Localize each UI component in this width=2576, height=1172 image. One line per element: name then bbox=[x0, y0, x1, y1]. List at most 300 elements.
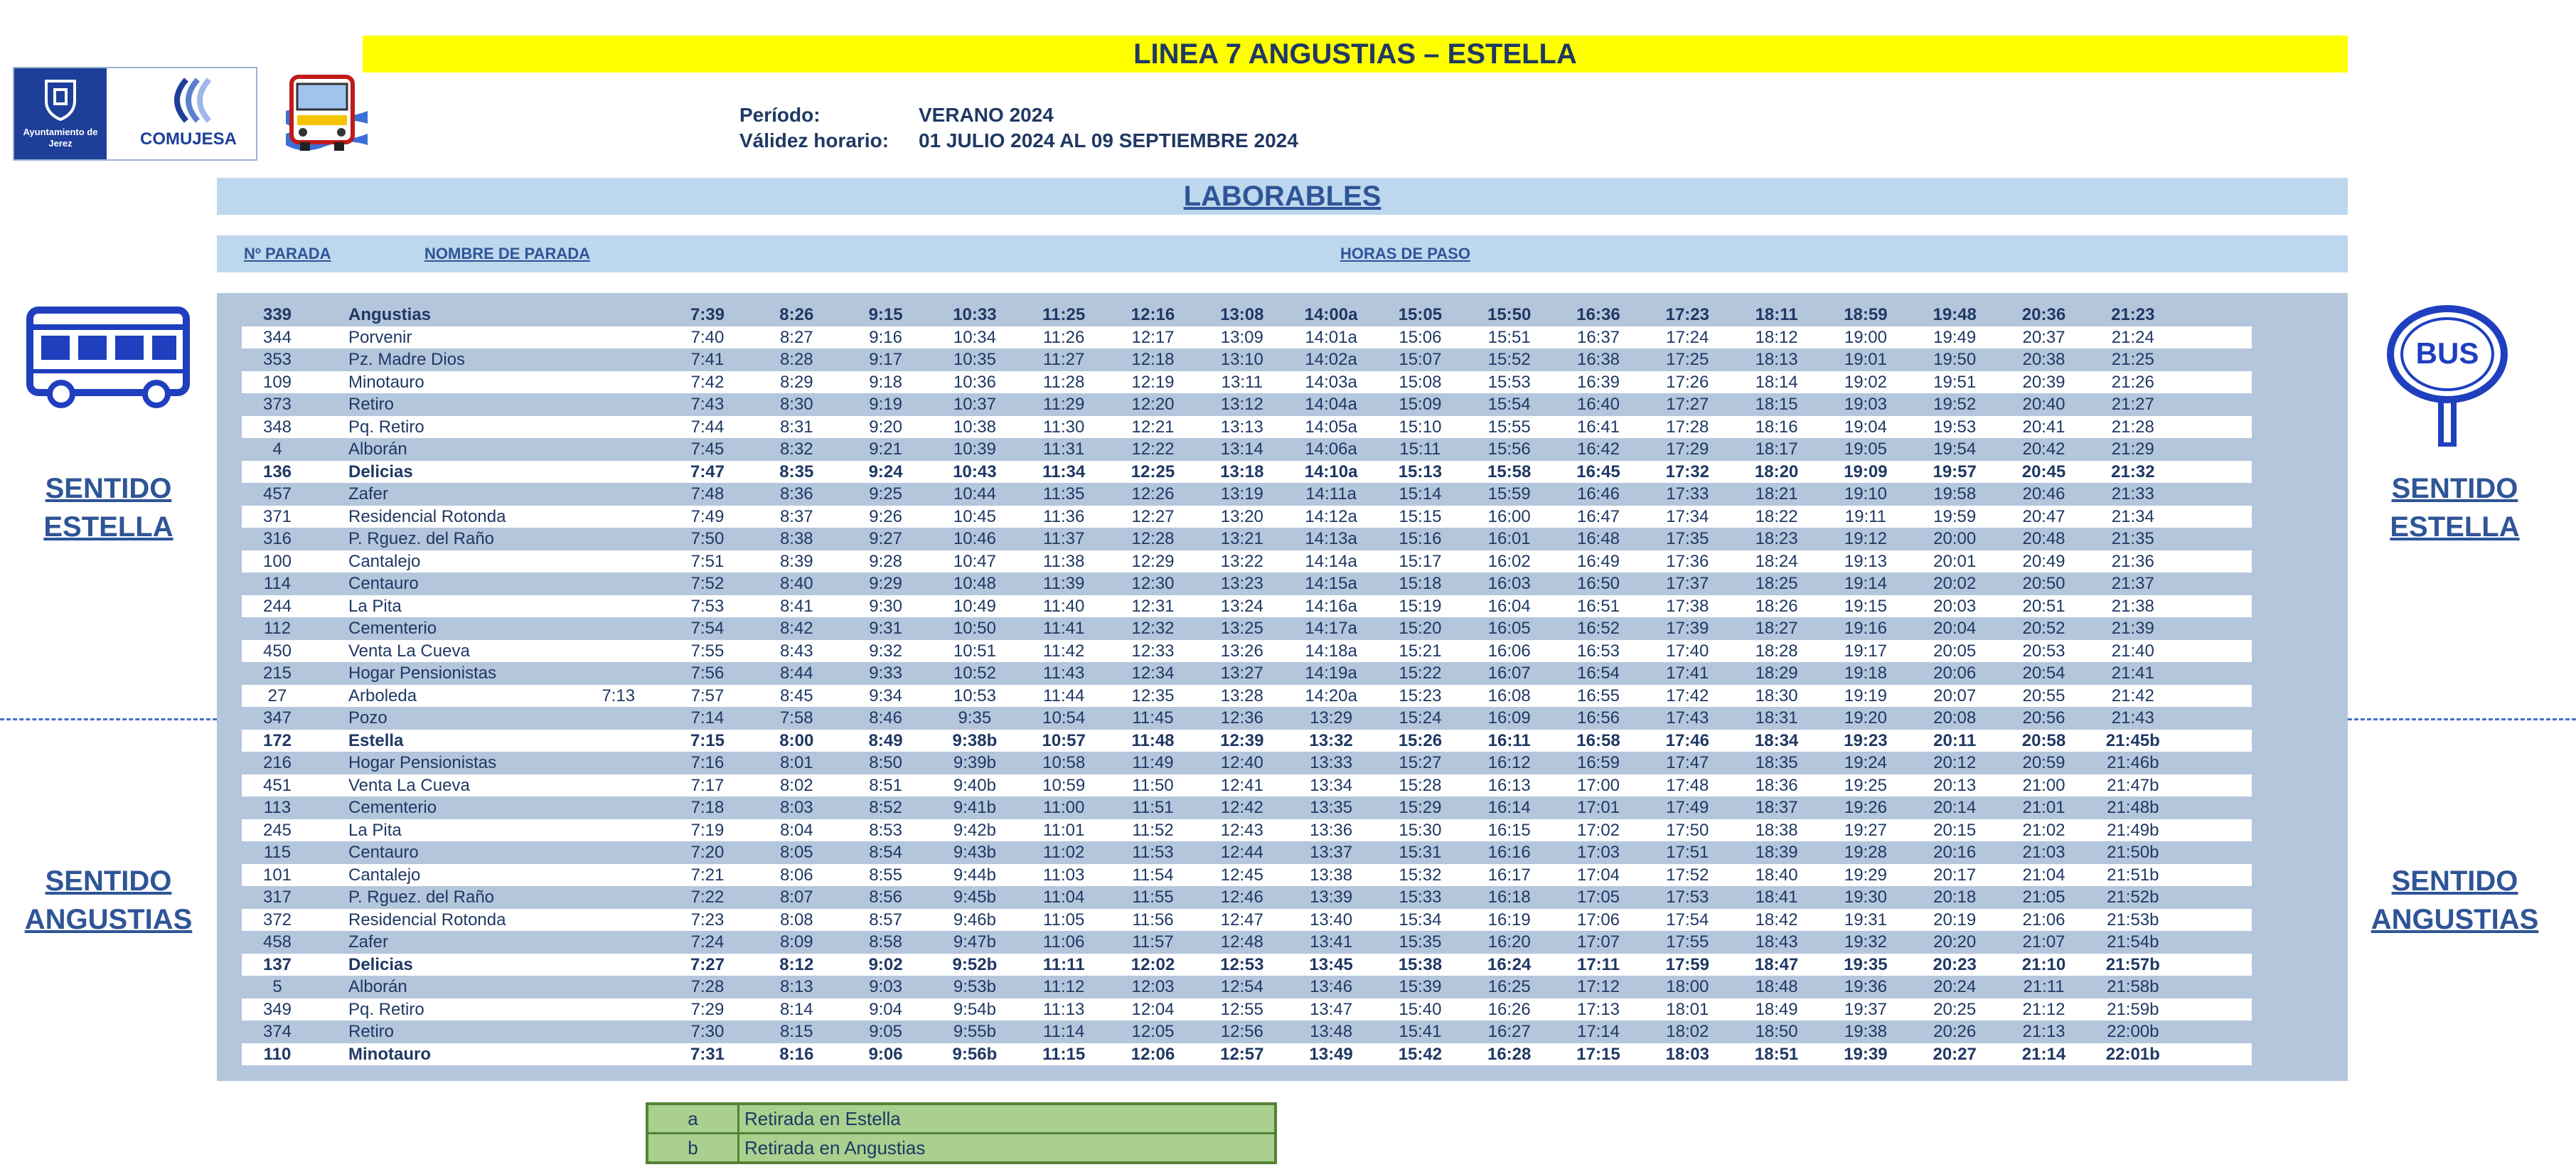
departure-time: 7:54 bbox=[690, 619, 725, 638]
departure-time: 20:02 bbox=[1933, 574, 1977, 593]
stop-number: 348 bbox=[262, 417, 292, 437]
stop-name: Residencial Rotonda bbox=[348, 910, 506, 929]
stop-name: Cantalejo bbox=[348, 551, 421, 571]
departure-time: 18:37 bbox=[1755, 798, 1798, 817]
stop-name: Zafer bbox=[348, 932, 389, 952]
stop-number: 450 bbox=[262, 641, 292, 661]
departure-time: 21:42 bbox=[2111, 686, 2154, 705]
departure-time: 7:42 bbox=[690, 372, 725, 392]
departure-time: 13:32 bbox=[1309, 730, 1353, 750]
stop-name: Venta La Cueva bbox=[348, 641, 470, 661]
departure-time: 19:09 bbox=[1844, 462, 1888, 481]
departure-time: 19:37 bbox=[1844, 999, 1887, 1019]
departure-time: 13:39 bbox=[1310, 888, 1353, 907]
sentido-angustias-label-right: SENTIDO ANGUSTIAS bbox=[2371, 865, 2539, 935]
stop-name: Cementerio bbox=[348, 798, 437, 817]
departure-time: 8:07 bbox=[779, 888, 813, 907]
departure-time: 9:45b bbox=[953, 888, 996, 907]
departure-time: 8:14 bbox=[779, 999, 813, 1019]
departure-time: 9:17 bbox=[869, 350, 902, 369]
departure-time: 17:42 bbox=[1666, 686, 1709, 705]
stop-name: Zafer bbox=[348, 484, 389, 504]
departure-time: 11:37 bbox=[1043, 529, 1085, 548]
table-row bbox=[242, 416, 2252, 439]
departure-time: 11:40 bbox=[1043, 596, 1085, 616]
departure-time: 11:30 bbox=[1043, 417, 1085, 437]
departure-time: 17:50 bbox=[1666, 820, 1709, 840]
departure-time: 12:03 bbox=[1131, 977, 1175, 996]
departure-time: 15:50 bbox=[1487, 305, 1532, 324]
departure-time: 11:35 bbox=[1043, 484, 1085, 504]
departure-time: 7:53 bbox=[690, 596, 725, 616]
departure-time: 13:41 bbox=[1310, 932, 1353, 952]
departure-time: 7:57 bbox=[690, 686, 725, 705]
departure-time: 11:38 bbox=[1043, 551, 1085, 571]
departure-time: 19:35 bbox=[1844, 954, 1888, 974]
departure-time: 9:47b bbox=[953, 932, 996, 952]
stop-number: 137 bbox=[262, 954, 292, 974]
stop-name: Porvenir bbox=[348, 327, 412, 347]
departure-time: 11:02 bbox=[1043, 843, 1085, 862]
departure-time: 8:15 bbox=[779, 1022, 813, 1041]
departure-time: 15:11 bbox=[1399, 440, 1441, 459]
departure-time: 20:08 bbox=[1933, 708, 1977, 728]
departure-time: 16:53 bbox=[1576, 641, 1620, 661]
departure-time: 7:17 bbox=[690, 775, 725, 795]
departure-time: 8:30 bbox=[779, 395, 813, 414]
stop-name: Venta La Cueva bbox=[348, 775, 470, 795]
departure-time: 8:50 bbox=[869, 753, 902, 772]
departure-time: 20:27 bbox=[1933, 1044, 1977, 1064]
departure-time: 9:25 bbox=[869, 484, 902, 504]
departure-time: 21:43 bbox=[2111, 708, 2154, 728]
table-row bbox=[242, 528, 2252, 550]
departure-time: 21:25 bbox=[2111, 350, 2154, 369]
departure-time: 17:39 bbox=[1666, 619, 1709, 638]
departure-time: 8:57 bbox=[869, 910, 902, 929]
table-row bbox=[242, 461, 2252, 484]
departure-time: 21:28 bbox=[2111, 417, 2154, 437]
departure-time: 21:59b bbox=[2107, 999, 2159, 1019]
departure-time: 18:40 bbox=[1755, 865, 1798, 885]
comujesa-mark-icon bbox=[158, 75, 222, 125]
stop-name: Pz. Madre Dios bbox=[348, 350, 466, 369]
departure-time: 8:42 bbox=[779, 619, 813, 638]
departure-time: 17:53 bbox=[1666, 888, 1709, 907]
table-row bbox=[242, 954, 2252, 976]
departure-time: 17:35 bbox=[1666, 529, 1709, 548]
departure-time: 15:40 bbox=[1399, 999, 1442, 1019]
departure-time: 11:15 bbox=[1042, 1044, 1086, 1064]
departure-time: 16:56 bbox=[1576, 708, 1620, 728]
departure-time: 7:15 bbox=[690, 730, 725, 750]
departure-time: 18:50 bbox=[1755, 1022, 1798, 1041]
legend-row bbox=[648, 1134, 1274, 1161]
departure-time: 21:38 bbox=[2111, 596, 2154, 616]
departure-time: 12:43 bbox=[1220, 820, 1263, 840]
departure-time: 7:13 bbox=[602, 686, 636, 705]
departure-time: 7:43 bbox=[690, 395, 725, 414]
departure-time: 16:47 bbox=[1576, 506, 1620, 526]
departure-time: 20:01 bbox=[1933, 551, 1977, 571]
stop-number: 136 bbox=[262, 462, 292, 481]
departure-time: 21:49b bbox=[2107, 820, 2159, 840]
stop-number: 458 bbox=[262, 932, 292, 952]
departure-time: 19:29 bbox=[1844, 865, 1887, 885]
departure-time: 15:21 bbox=[1399, 641, 1442, 661]
departure-time: 18:48 bbox=[1755, 977, 1798, 996]
departure-time: 9:03 bbox=[869, 977, 902, 996]
departure-time: 11:03 bbox=[1043, 865, 1085, 885]
stop-name: Retiro bbox=[348, 1022, 395, 1041]
departure-time: 21:48b bbox=[2107, 798, 2159, 817]
departure-time: 10:35 bbox=[953, 350, 996, 369]
departure-time: 18:42 bbox=[1755, 910, 1798, 929]
departure-time: 21:00 bbox=[2022, 775, 2065, 795]
departure-time: 12:46 bbox=[1220, 888, 1263, 907]
departure-time: 19:02 bbox=[1844, 372, 1887, 392]
departure-time: 9:24 bbox=[868, 462, 903, 481]
table-row bbox=[242, 707, 2252, 730]
departure-time: 11:11 bbox=[1042, 954, 1085, 974]
legend-row bbox=[648, 1105, 1274, 1134]
departure-time: 11:51 bbox=[1132, 798, 1174, 817]
departure-time: 17:04 bbox=[1576, 865, 1620, 885]
departure-time: 11:52 bbox=[1132, 820, 1174, 840]
departure-time: 19:11 bbox=[1844, 506, 1887, 526]
departure-time: 12:30 bbox=[1131, 574, 1175, 593]
departure-time: 11:45 bbox=[1132, 708, 1174, 728]
departure-time: 19:13 bbox=[1844, 551, 1887, 571]
departure-time: 8:52 bbox=[869, 798, 902, 817]
departure-time: 15:13 bbox=[1398, 462, 1443, 481]
departure-time: 19:51 bbox=[1933, 372, 1977, 392]
departure-time: 9:39b bbox=[953, 753, 996, 772]
departure-time: 20:12 bbox=[1933, 753, 1977, 772]
departure-time: 16:46 bbox=[1576, 484, 1620, 504]
departure-time: 7:19 bbox=[690, 820, 725, 840]
departure-time: 12:17 bbox=[1131, 327, 1175, 347]
departure-time: 9:29 bbox=[869, 574, 902, 593]
departure-time: 14:00a bbox=[1304, 305, 1358, 324]
departure-time: 9:31 bbox=[869, 619, 902, 638]
departure-time: 20:05 bbox=[1933, 641, 1977, 661]
departure-time: 15:23 bbox=[1399, 686, 1442, 705]
table-row bbox=[242, 1021, 2252, 1043]
column-header-stop-number: Nº PARADA bbox=[244, 245, 331, 262]
direction-divider-right bbox=[2348, 718, 2576, 720]
departure-time: 11:27 bbox=[1043, 350, 1085, 369]
departure-time: 17:07 bbox=[1576, 932, 1620, 952]
departure-time: 10:57 bbox=[1042, 730, 1086, 750]
departure-time: 16:15 bbox=[1487, 820, 1531, 840]
departure-time: 21:23 bbox=[2111, 305, 2155, 324]
departure-time: 19:32 bbox=[1844, 932, 1887, 952]
departure-time: 11:05 bbox=[1043, 910, 1085, 929]
departure-time: 9:06 bbox=[868, 1044, 903, 1064]
table-row bbox=[242, 774, 2252, 797]
departure-time: 16:52 bbox=[1576, 619, 1620, 638]
departure-time: 19:26 bbox=[1844, 798, 1887, 817]
departure-time: 17:41 bbox=[1666, 664, 1709, 683]
departure-time: 18:30 bbox=[1755, 686, 1798, 705]
departure-time: 7:18 bbox=[690, 798, 725, 817]
departure-time: 15:58 bbox=[1487, 462, 1532, 481]
departure-time: 12:40 bbox=[1220, 753, 1263, 772]
table-row bbox=[242, 752, 2252, 774]
stop-name: Cementerio bbox=[348, 619, 437, 638]
departure-time: 14:16a bbox=[1305, 596, 1357, 616]
departure-time: 9:54b bbox=[953, 999, 996, 1019]
departure-time: 11:31 bbox=[1043, 440, 1085, 459]
departure-time: 9:46b bbox=[953, 910, 996, 929]
departure-time: 8:02 bbox=[779, 775, 813, 795]
departure-time: 21:12 bbox=[2022, 999, 2065, 1019]
departure-time: 15:59 bbox=[1487, 484, 1531, 504]
departure-time: 16:48 bbox=[1576, 529, 1620, 548]
departure-time: 17:37 bbox=[1666, 574, 1709, 593]
departure-time: 18:39 bbox=[1755, 843, 1798, 862]
departure-time: 12:29 bbox=[1131, 551, 1175, 571]
departure-time: 9:16 bbox=[869, 327, 902, 347]
departure-time: 19:57 bbox=[1933, 462, 1977, 481]
departure-time: 9:42b bbox=[953, 820, 996, 840]
stop-name: Residencial Rotonda bbox=[348, 506, 506, 526]
departure-time: 7:48 bbox=[690, 484, 725, 504]
departure-time: 10:44 bbox=[953, 484, 996, 504]
departure-time: 13:40 bbox=[1310, 910, 1353, 929]
departure-time: 13:12 bbox=[1220, 395, 1263, 414]
departure-time: 16:25 bbox=[1487, 977, 1531, 996]
departure-time: 10:58 bbox=[1042, 753, 1086, 772]
departure-time: 11:41 bbox=[1043, 619, 1085, 638]
departure-time: 18:22 bbox=[1755, 506, 1798, 526]
departure-time: 21:13 bbox=[2022, 1022, 2065, 1041]
departure-time: 12:04 bbox=[1131, 999, 1175, 1019]
table-row bbox=[242, 595, 2252, 618]
stop-number: 316 bbox=[262, 529, 292, 548]
departure-time: 21:24 bbox=[2111, 327, 2154, 347]
stop-name: Hogar Pensionistas bbox=[348, 753, 497, 772]
departure-time: 15:22 bbox=[1399, 664, 1442, 683]
departure-time: 15:16 bbox=[1399, 529, 1442, 548]
departure-time: 21:57b bbox=[2105, 954, 2160, 974]
departure-time: 16:42 bbox=[1576, 440, 1620, 459]
departure-time: 16:59 bbox=[1576, 753, 1620, 772]
periodo-label: Período: bbox=[739, 104, 821, 126]
departure-time: 9:04 bbox=[869, 999, 902, 1019]
departure-time: 8:55 bbox=[869, 865, 902, 885]
departure-time: 9:56b bbox=[952, 1044, 998, 1064]
departure-time: 17:54 bbox=[1666, 910, 1709, 929]
departure-time: 13:13 bbox=[1220, 417, 1263, 437]
departure-time: 20:38 bbox=[2022, 350, 2065, 369]
departure-time: 9:52b bbox=[952, 954, 998, 974]
departure-time: 18:16 bbox=[1755, 417, 1798, 437]
departure-time: 19:54 bbox=[1933, 440, 1977, 459]
departure-time: 17:51 bbox=[1666, 843, 1709, 862]
departure-time: 7:51 bbox=[690, 551, 725, 571]
departure-time: 10:52 bbox=[953, 664, 996, 683]
departure-time: 11:53 bbox=[1132, 843, 1174, 862]
departure-time: 13:11 bbox=[1221, 372, 1263, 392]
departure-time: 13:47 bbox=[1310, 999, 1353, 1019]
departure-time: 15:24 bbox=[1399, 708, 1442, 728]
departure-time: 11:56 bbox=[1132, 910, 1174, 929]
departure-time: 14:03a bbox=[1305, 372, 1357, 392]
departure-time: 19:52 bbox=[1933, 395, 1977, 414]
departure-time: 15:08 bbox=[1399, 372, 1442, 392]
column-header-times: HORAS DE PASO bbox=[1340, 245, 1470, 262]
departure-time: 17:03 bbox=[1576, 843, 1620, 862]
page-title: LINEA 7 ANGUSTIAS – ESTELLA bbox=[363, 36, 2348, 73]
departure-time: 13:23 bbox=[1220, 574, 1263, 593]
departure-time: 20:42 bbox=[2022, 440, 2065, 459]
departure-time: 11:00 bbox=[1043, 798, 1085, 817]
departure-time: 17:25 bbox=[1666, 350, 1709, 369]
departure-time: 15:29 bbox=[1399, 798, 1442, 817]
departure-time: 7:27 bbox=[690, 954, 725, 974]
departure-time: 18:38 bbox=[1755, 820, 1798, 840]
departure-time: 16:17 bbox=[1487, 865, 1531, 885]
table-row bbox=[242, 304, 2252, 326]
departure-time: 21:06 bbox=[2022, 910, 2065, 929]
departure-time: 7:50 bbox=[690, 529, 725, 548]
departure-time: 15:38 bbox=[1398, 954, 1443, 974]
departure-time: 8:51 bbox=[869, 775, 902, 795]
departure-time: 11:12 bbox=[1043, 977, 1085, 996]
departure-time: 12:27 bbox=[1131, 506, 1175, 526]
departure-time: 21:37 bbox=[2111, 574, 2154, 593]
departure-time: 18:41 bbox=[1755, 888, 1798, 907]
departure-time: 11:34 bbox=[1042, 462, 1086, 481]
departure-time: 17:40 bbox=[1666, 641, 1709, 661]
departure-time: 17:26 bbox=[1666, 372, 1709, 392]
departure-time: 21:39 bbox=[2111, 619, 2154, 638]
departure-time: 11:49 bbox=[1132, 753, 1174, 772]
departure-time: 19:38 bbox=[1844, 1022, 1887, 1041]
departure-time: 13:48 bbox=[1310, 1022, 1353, 1041]
departure-time: 10:53 bbox=[953, 686, 996, 705]
departure-time: 10:54 bbox=[1042, 708, 1086, 728]
stop-number: 109 bbox=[262, 372, 292, 392]
departure-time: 10:39 bbox=[953, 440, 996, 459]
departure-time: 7:20 bbox=[690, 843, 725, 862]
stop-number: 113 bbox=[263, 798, 292, 817]
departure-time: 12:26 bbox=[1131, 484, 1175, 504]
departure-time: 16:50 bbox=[1576, 574, 1620, 593]
departure-time: 13:20 bbox=[1220, 506, 1263, 526]
departure-time: 12:45 bbox=[1220, 865, 1263, 885]
departure-time: 18:23 bbox=[1755, 529, 1798, 548]
departure-time: 20:23 bbox=[1933, 954, 1977, 974]
departure-time: 7:14 bbox=[690, 708, 725, 728]
departure-time: 15:27 bbox=[1399, 753, 1442, 772]
departure-time: 16:36 bbox=[1576, 305, 1620, 324]
departure-time: 21:53b bbox=[2107, 910, 2159, 929]
departure-time: 15:15 bbox=[1399, 506, 1442, 526]
departure-time: 21:46b bbox=[2107, 753, 2159, 772]
departure-time: 18:14 bbox=[1755, 372, 1798, 392]
departure-time: 8:01 bbox=[779, 753, 813, 772]
bus-stop-sign-icon bbox=[2385, 304, 2509, 447]
departure-time: 8:43 bbox=[779, 641, 813, 661]
departure-time: 8:27 bbox=[779, 327, 813, 347]
legend-key: a bbox=[648, 1105, 739, 1132]
departure-time: 8:46 bbox=[869, 708, 902, 728]
stop-number: 4 bbox=[272, 440, 282, 459]
departure-time: 21:29 bbox=[2111, 440, 2154, 459]
departure-time: 20:18 bbox=[1933, 888, 1977, 907]
departure-time: 15:55 bbox=[1487, 417, 1531, 437]
departure-time: 18:15 bbox=[1755, 395, 1798, 414]
stop-name: Hogar Pensionistas bbox=[348, 664, 497, 683]
departure-time: 14:15a bbox=[1305, 574, 1357, 593]
stop-number: 172 bbox=[262, 730, 292, 750]
departure-time: 19:20 bbox=[1844, 708, 1887, 728]
departure-time: 13:38 bbox=[1310, 865, 1353, 885]
departure-time: 16:03 bbox=[1487, 574, 1531, 593]
stop-number: 216 bbox=[262, 753, 292, 772]
departure-time: 18:02 bbox=[1666, 1022, 1709, 1041]
departure-time: 16:28 bbox=[1487, 1044, 1532, 1064]
day-type-heading: LABORABLES bbox=[217, 178, 2348, 215]
departure-time: 17:46 bbox=[1665, 730, 1709, 750]
departure-time: 20:15 bbox=[1933, 820, 1977, 840]
departure-time: 20:17 bbox=[1933, 865, 1977, 885]
departure-time: 7:56 bbox=[690, 664, 725, 683]
departure-time: 14:06a bbox=[1305, 440, 1357, 459]
departure-time: 19:10 bbox=[1844, 484, 1887, 504]
departure-time: 12:05 bbox=[1131, 1022, 1175, 1041]
departure-time: 20:11 bbox=[1933, 730, 1977, 750]
departure-time: 8:28 bbox=[779, 350, 813, 369]
departure-time: 10:59 bbox=[1042, 775, 1086, 795]
departure-time: 7:22 bbox=[690, 888, 725, 907]
table-row bbox=[242, 348, 2252, 371]
stop-name: P. Rguez. del Raño bbox=[348, 888, 495, 907]
stop-name: Minotauro bbox=[348, 1044, 431, 1064]
departure-time: 18:21 bbox=[1755, 484, 1798, 504]
departure-time: 9:35 bbox=[958, 708, 992, 728]
departure-time: 16:54 bbox=[1576, 664, 1620, 683]
departure-time: 9:33 bbox=[869, 664, 902, 683]
departure-time: 9:20 bbox=[869, 417, 902, 437]
departure-time: 19:00 bbox=[1844, 327, 1887, 347]
departure-time: 12:54 bbox=[1220, 977, 1263, 996]
departure-time: 17:47 bbox=[1666, 753, 1709, 772]
departure-time: 7:29 bbox=[690, 999, 725, 1019]
departure-time: 10:33 bbox=[953, 305, 997, 324]
departure-time: 20:06 bbox=[1933, 664, 1977, 683]
departure-time: 19:18 bbox=[1844, 664, 1887, 683]
departure-time: 7:49 bbox=[690, 506, 725, 526]
departure-time: 20:24 bbox=[1933, 977, 1977, 996]
departure-time: 15:17 bbox=[1399, 551, 1442, 571]
departure-time: 21:10 bbox=[2021, 954, 2066, 974]
departure-time: 16:51 bbox=[1576, 596, 1620, 616]
stop-number: 101 bbox=[262, 865, 292, 885]
departure-time: 18:29 bbox=[1755, 664, 1798, 683]
departure-time: 17:32 bbox=[1665, 462, 1709, 481]
departure-time: 9:32 bbox=[869, 641, 902, 661]
departure-time: 16:58 bbox=[1576, 730, 1620, 750]
stop-number: 374 bbox=[262, 1022, 292, 1041]
departure-time: 7:39 bbox=[690, 305, 725, 324]
stop-name: Delicias bbox=[348, 954, 413, 974]
departure-time: 9:27 bbox=[869, 529, 902, 548]
departure-time: 13:45 bbox=[1309, 954, 1353, 974]
